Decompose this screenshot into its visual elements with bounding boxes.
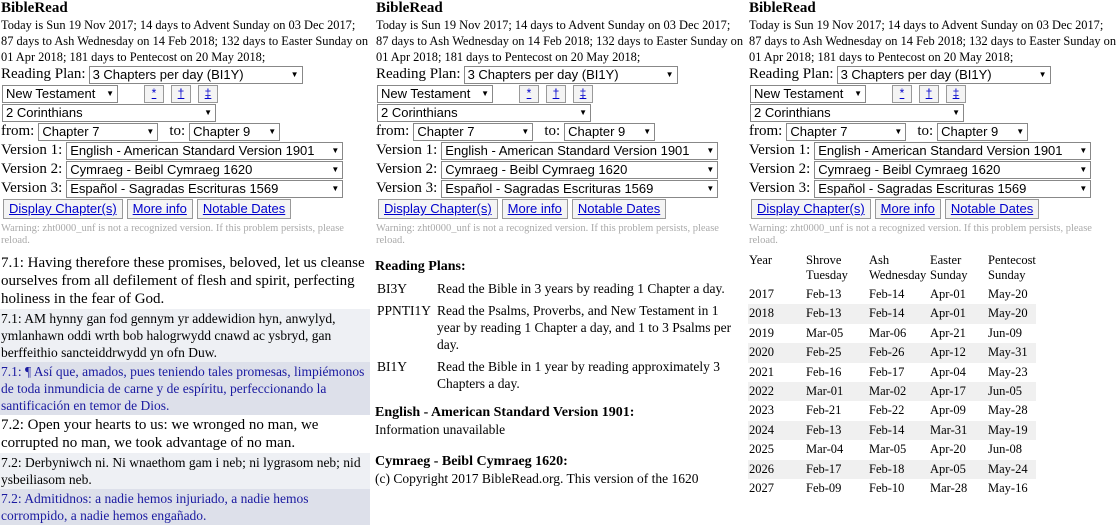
asterisk-button[interactable]: * bbox=[144, 85, 164, 103]
shrove-tuesday-cell: Mar-04 bbox=[806, 442, 844, 457]
verses-list bbox=[0, 253, 370, 525]
from-chapter-select[interactable]: Chapter 7 ▼ bbox=[38, 123, 158, 141]
pentecost-sunday-cell: May-16 bbox=[988, 481, 1028, 496]
table-row bbox=[748, 363, 1036, 382]
year-cell: 2021 bbox=[749, 364, 774, 379]
panel-more-info bbox=[375, 0, 745, 500]
table-row bbox=[748, 343, 1036, 362]
double-dagger-button[interactable]: ‡ bbox=[946, 85, 966, 103]
ash-wednesday-cell: Feb-14 bbox=[868, 304, 929, 323]
table-row bbox=[748, 324, 1036, 343]
shrove-tuesday-cell: Feb-17 bbox=[805, 460, 868, 479]
table-row bbox=[748, 460, 1036, 479]
table-row bbox=[748, 421, 1036, 440]
from-chapter-select[interactable]: Chapter 7 ▼ bbox=[786, 123, 906, 141]
easter-sunday-cell: Apr-09 bbox=[930, 403, 966, 418]
ash-wednesday-cell: Feb-26 bbox=[868, 343, 929, 362]
pentecost-sunday-cell: May-23 bbox=[988, 364, 1028, 379]
to-chapter-select[interactable]: Chapter 9 ▼ bbox=[564, 123, 655, 141]
pentecost-sunday-cell: Jun-05 bbox=[987, 382, 1036, 401]
version2-select[interactable]: Cymraeg - Beibl Cymraeg 1620 ▼ bbox=[66, 161, 343, 179]
app-title: BibleRead bbox=[749, 0, 816, 16]
to-chapter-select[interactable]: Chapter 9 ▼ bbox=[937, 123, 1028, 141]
year-cell: 2023 bbox=[749, 403, 774, 418]
reading-plan-label: Reading Plan: bbox=[376, 66, 461, 82]
plan-description: Read the Psalms, Proverbs, and New Testament in 1 year by reading 1 Chapter a day, and 1 to 3 Psalms per day. bbox=[437, 303, 732, 352]
from-chapter-select[interactable]: Chapter 7 ▼ bbox=[413, 123, 533, 141]
version-info-text: Information unavailable bbox=[375, 422, 506, 437]
to-chapter-select[interactable]: Chapter 9 ▼ bbox=[189, 123, 280, 141]
verse-v2: 7.2: Derbyniwch ni. Ni wnaethom gam i neb; ni lygrasom neb; nid ysbeiliasom neb. bbox=[0, 453, 370, 489]
ash-wednesday-cell: Feb-10 bbox=[869, 481, 905, 496]
shrove-tuesday-cell: Feb-09 bbox=[806, 481, 842, 496]
table-row bbox=[748, 304, 1036, 323]
testament-select[interactable]: New Testament ▼ bbox=[377, 85, 493, 103]
table-header-row bbox=[748, 253, 1036, 285]
easter-sunday-cell: Apr-05 bbox=[929, 460, 987, 479]
header-easter-sunday: Easter Sunday bbox=[930, 253, 968, 282]
ash-wednesday-cell: Mar-05 bbox=[869, 442, 907, 457]
table-row bbox=[375, 300, 745, 356]
year-cell: 2025 bbox=[749, 442, 774, 457]
verse-v1: 7.2: Open your hearts to us: we wronged no man, we corrupted no man, we took advantage of no man. bbox=[0, 415, 370, 453]
year-cell: 2022 bbox=[748, 382, 805, 401]
verse-v1: 7.1: Having therefore these promises, beloved, let us cleanse ourselves from all defilement of flesh and spirit, perfecting holiness in the fear of God. bbox=[0, 253, 370, 309]
header-pentecost-sunday: Pentecost Sunday bbox=[988, 253, 1036, 282]
ash-wednesday-cell: Mar-06 bbox=[869, 325, 907, 340]
version3-label: Version 3: bbox=[1, 180, 63, 196]
to-label: to: bbox=[169, 123, 186, 139]
version3-select[interactable]: Español - Sagradas Escrituras 1569 ▼ bbox=[441, 180, 718, 198]
shrove-tuesday-cell: Mar-01 bbox=[805, 382, 868, 401]
ash-wednesday-cell: Feb-14 bbox=[869, 287, 905, 301]
year-cell: 2026 bbox=[748, 460, 805, 479]
ash-wednesday-cell: Feb-22 bbox=[869, 403, 905, 418]
app-title: BibleRead bbox=[376, 0, 443, 16]
version-info-title: Cymraeg - Beibl Cymraeg 1620: bbox=[375, 454, 568, 469]
header-ash-wednesday: Ash Wednesday bbox=[869, 253, 927, 282]
year-cell: 2019 bbox=[749, 325, 774, 340]
dagger-button[interactable]: † bbox=[546, 85, 566, 103]
testament-select[interactable]: New Testament ▼ bbox=[750, 85, 866, 103]
table-row bbox=[748, 479, 1036, 498]
table-row bbox=[748, 440, 1036, 459]
display-chapters-button[interactable]: Display Chapter(s) bbox=[751, 199, 871, 219]
display-chapters-button[interactable]: Display Chapter(s) bbox=[378, 199, 498, 219]
notable-dates-body bbox=[748, 285, 1036, 498]
dagger-button[interactable]: † bbox=[171, 85, 191, 103]
warning-message: Warning: zht0000_unf is not a recognized version. If this problem persists, please reload. bbox=[1, 223, 344, 246]
version1-label: Version 1: bbox=[376, 142, 438, 158]
year-cell: 2027 bbox=[749, 481, 774, 496]
more-info-button[interactable]: More info bbox=[502, 199, 568, 219]
asterisk-button[interactable]: * bbox=[519, 85, 539, 103]
more-info-button[interactable]: More info bbox=[875, 199, 941, 219]
shrove-tuesday-cell: Feb-21 bbox=[806, 403, 842, 418]
from-label: from: bbox=[376, 123, 410, 139]
today-info: Today is Sun 19 Nov 2017; 14 days to Advent Sunday on 03 Dec 2017; 87 days to Ash Wednesday on 14 Feb 2018; 132 days to Easter Sunday on 01 Apr 2018; 181 days to Pentecost on 20 May 2018; bbox=[749, 18, 1117, 64]
pentecost-sunday-cell: May-20 bbox=[987, 304, 1036, 323]
plan-code: BI3Y bbox=[377, 281, 407, 296]
easter-sunday-cell: Apr-12 bbox=[929, 343, 987, 362]
verse-v3: 7.2: Admitidnos: a nadie hemos injuriado, a nadie hemos corrompido, a nadie hemos engañado. bbox=[0, 489, 370, 525]
year-cell: 2017 bbox=[749, 287, 774, 301]
notable-dates-button[interactable]: Notable Dates bbox=[572, 199, 666, 219]
ash-wednesday-cell: Mar-02 bbox=[868, 382, 929, 401]
version2-select[interactable]: Cymraeg - Beibl Cymraeg 1620 ▼ bbox=[441, 161, 718, 179]
book-select[interactable]: 2 Corinthians ▼ bbox=[2, 104, 216, 122]
pentecost-sunday-cell: Jun-08 bbox=[988, 442, 1023, 457]
year-cell: 2018 bbox=[748, 304, 805, 323]
table-row bbox=[748, 285, 1036, 304]
version-info-text: (c) Copyright 2017 BibleRead.org. This version of the 1620 bbox=[375, 471, 699, 486]
ash-wednesday-cell: Feb-18 bbox=[868, 460, 929, 479]
from-label: from: bbox=[1, 123, 35, 139]
asterisk-button[interactable]: * bbox=[892, 85, 912, 103]
warning-message: Warning: zht0000_unf is not a recognized version. If this problem persists, please reload. bbox=[749, 223, 1092, 246]
from-label: from: bbox=[749, 123, 783, 139]
version3-label: Version 3: bbox=[749, 180, 811, 196]
dagger-button[interactable]: † bbox=[919, 85, 939, 103]
easter-sunday-cell: Apr-17 bbox=[929, 382, 987, 401]
pentecost-sunday-cell: Jun-09 bbox=[988, 325, 1023, 340]
version2-label: Version 2: bbox=[1, 161, 63, 177]
version2-select[interactable]: Cymraeg - Beibl Cymraeg 1620 ▼ bbox=[814, 161, 1091, 179]
easter-sunday-cell: Apr-01 bbox=[930, 287, 966, 301]
table-row bbox=[375, 278, 745, 300]
shrove-tuesday-cell: Feb-13 bbox=[805, 421, 868, 440]
plan-code: PPNTI1Y bbox=[377, 303, 432, 318]
panel-notable-dates bbox=[748, 0, 1117, 500]
year-cell: 2024 bbox=[748, 421, 805, 440]
book-select[interactable]: 2 Corinthians ▼ bbox=[750, 104, 964, 122]
version1-select[interactable]: English - American Standard Version 1901 ▼ bbox=[441, 142, 718, 160]
display-chapters-button[interactable]: Display Chapter(s) bbox=[3, 199, 123, 219]
table-row bbox=[748, 382, 1036, 401]
easter-sunday-cell: Apr-01 bbox=[929, 304, 987, 323]
year-cell: 2020 bbox=[748, 343, 805, 362]
reading-plan-select[interactable]: 3 Chapters per day (BI1Y) ▼ bbox=[837, 66, 1051, 84]
double-dagger-button[interactable]: ‡ bbox=[198, 85, 218, 103]
version1-select[interactable]: English - American Standard Version 1901 ▼ bbox=[814, 142, 1091, 160]
easter-sunday-cell: Apr-21 bbox=[930, 325, 966, 340]
version3-select[interactable]: Español - Sagradas Escrituras 1569 ▼ bbox=[814, 180, 1091, 198]
to-label: to: bbox=[544, 123, 561, 139]
testament-select[interactable]: New Testament ▼ bbox=[2, 85, 118, 103]
easter-sunday-cell: Apr-04 bbox=[930, 364, 966, 379]
reading-plan-label: Reading Plan: bbox=[1, 66, 86, 82]
verse-v2: 7.1: AM hynny gan fod gennym yr addewidion hyn, anwylyd, ymlanhawn oddi wrth bob halogrwydd cnawd ac ysbryd, gan berffeithio sancteiddrwydd yn ofn Duw. bbox=[0, 309, 370, 362]
version1-label: Version 1: bbox=[749, 142, 811, 158]
verse-v3: 7.1: ¶ Así que, amados, pues teniendo tales promesas, limpiémonos de toda inmundicia de carne y de espíritu, perfeccionando la santificación en temor de Dios. bbox=[0, 362, 370, 415]
plan-description: Read the Bible in 1 year by reading approximately 3 Chapters a day. bbox=[437, 359, 721, 391]
reading-plans-heading: Reading Plans: bbox=[375, 259, 466, 274]
pentecost-sunday-cell: May-31 bbox=[987, 343, 1036, 362]
table-row bbox=[375, 356, 745, 395]
shrove-tuesday-cell: Mar-05 bbox=[806, 325, 844, 340]
today-info: Today is Sun 19 Nov 2017; 14 days to Advent Sunday on 03 Dec 2017; 87 days to Ash Wednesday on 14 Feb 2018; 132 days to Easter Sunday on 01 Apr 2018; 181 days to Pentecost on 20 May 2018; bbox=[376, 18, 744, 64]
panel-chapters bbox=[0, 0, 372, 523]
ash-wednesday-cell: Feb-14 bbox=[868, 421, 929, 440]
pentecost-sunday-cell: May-20 bbox=[988, 287, 1028, 301]
shrove-tuesday-cell: Feb-25 bbox=[805, 343, 868, 362]
version3-label: Version 3: bbox=[376, 180, 438, 196]
plan-code: BI1Y bbox=[377, 359, 407, 374]
pentecost-sunday-cell: May-19 bbox=[987, 421, 1036, 440]
notable-dates-button[interactable]: Notable Dates bbox=[945, 199, 1039, 219]
easter-sunday-cell: Apr-20 bbox=[930, 442, 966, 457]
pentecost-sunday-cell: May-24 bbox=[987, 460, 1036, 479]
to-label: to: bbox=[917, 123, 934, 139]
version1-select[interactable]: English - American Standard Version 1901 ▼ bbox=[66, 142, 343, 160]
easter-sunday-cell: Mar-31 bbox=[929, 421, 987, 440]
notable-dates-table bbox=[748, 253, 1036, 498]
today-info: Today is Sun 19 Nov 2017; 14 days to Advent Sunday on 03 Dec 2017; 87 days to Ash Wednesday on 14 Feb 2018; 132 days to Easter Sunday on 01 Apr 2018; 181 days to Pentecost on 20 May 2018; bbox=[1, 18, 369, 64]
book-select[interactable]: 2 Corinthians ▼ bbox=[377, 104, 591, 122]
easter-sunday-cell: Mar-28 bbox=[930, 481, 968, 496]
reading-plan-label: Reading Plan: bbox=[749, 66, 834, 82]
reading-plans-table bbox=[375, 278, 745, 395]
app-title: BibleRead bbox=[1, 0, 68, 16]
version2-label: Version 2: bbox=[749, 161, 811, 177]
shrove-tuesday-cell: Feb-16 bbox=[806, 364, 842, 379]
double-dagger-button[interactable]: ‡ bbox=[573, 85, 593, 103]
version2-label: Version 2: bbox=[376, 161, 438, 177]
version1-label: Version 1: bbox=[1, 142, 63, 158]
shrove-tuesday-cell: Feb-13 bbox=[806, 287, 842, 301]
version3-select[interactable]: Español - Sagradas Escrituras 1569 ▼ bbox=[66, 180, 343, 198]
table-row bbox=[748, 401, 1036, 420]
reading-plan-select[interactable]: 3 Chapters per day (BI1Y) ▼ bbox=[89, 66, 303, 84]
version-info-title: English - American Standard Version 1901: bbox=[375, 405, 635, 420]
reading-plan-select[interactable]: 3 Chapters per day (BI1Y) ▼ bbox=[464, 66, 678, 84]
pentecost-sunday-cell: May-28 bbox=[988, 403, 1028, 418]
notable-dates-button[interactable]: Notable Dates bbox=[197, 199, 291, 219]
plan-description: Read the Bible in 3 years by reading 1 Chapter a day. bbox=[437, 281, 725, 296]
warning-message: Warning: zht0000_unf is not a recognized version. If this problem persists, please reload. bbox=[376, 223, 719, 246]
ash-wednesday-cell: Feb-17 bbox=[869, 364, 905, 379]
header-year: Year bbox=[749, 253, 773, 267]
header-shrove-tuesday: Shrove Tuesday bbox=[806, 253, 848, 282]
more-info-button[interactable]: More info bbox=[127, 199, 193, 219]
shrove-tuesday-cell: Feb-13 bbox=[805, 304, 868, 323]
